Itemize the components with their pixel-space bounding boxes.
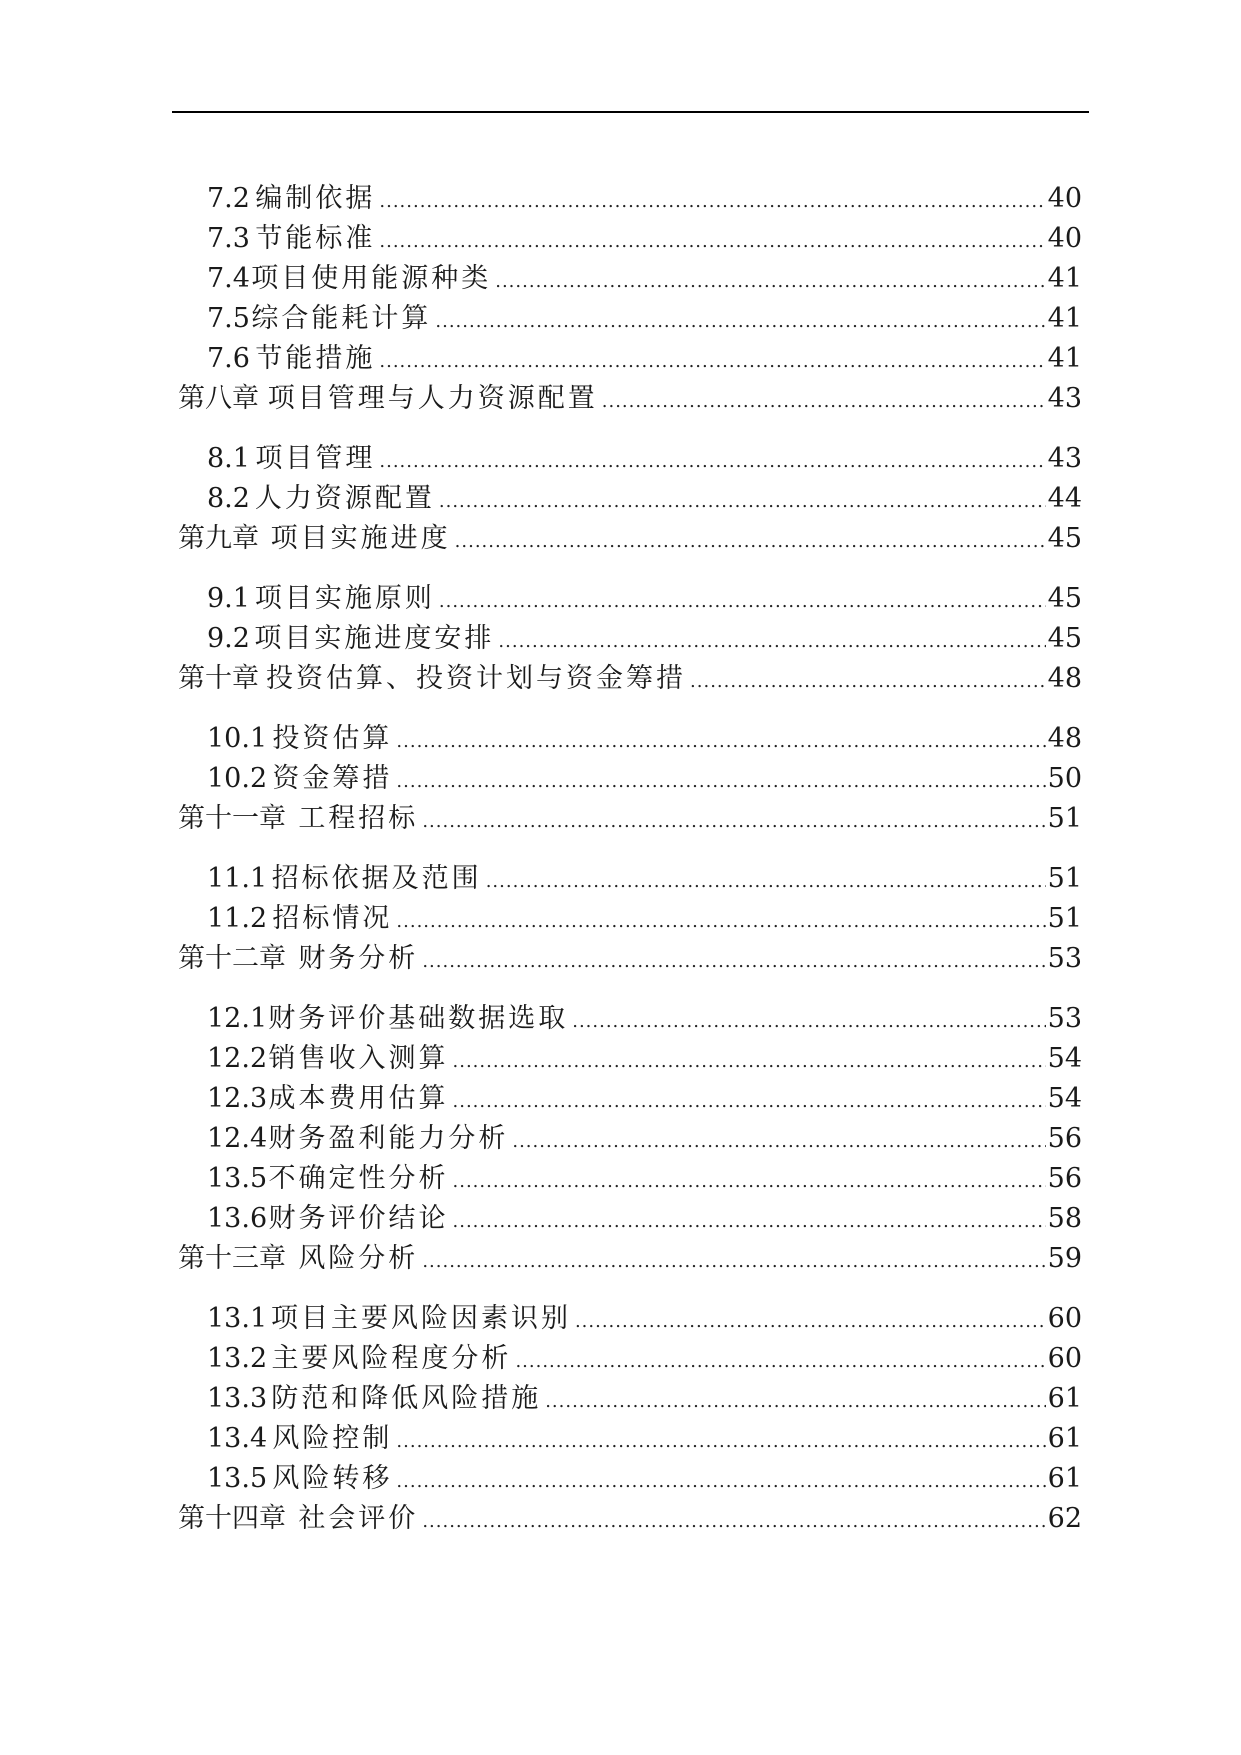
toc-page-number: 58 — [1047, 1203, 1082, 1234]
toc-dot-leader — [396, 1459, 1045, 1502]
toc-page-number: 41 — [1047, 343, 1082, 374]
toc-entry-number: 11.1 — [207, 863, 268, 894]
toc-entry-number: 8.1 — [207, 443, 250, 474]
toc-chapter-entry[interactable] — [178, 659, 1082, 699]
toc-page-number: 48 — [1047, 663, 1082, 694]
toc-page-number: 51 — [1047, 863, 1082, 894]
toc-entry-title: 社会评价 — [298, 1503, 419, 1534]
table-of-contents — [178, 179, 1082, 1539]
toc-section-entry[interactable] — [178, 1039, 1082, 1079]
toc-entry-title: 项目实施进度安排 — [254, 623, 495, 654]
toc-page-number: 54 — [1047, 1083, 1082, 1114]
toc-dot-leader — [602, 379, 1046, 422]
toc-entry-number: 第九章 — [178, 523, 259, 554]
toc-entry-title: 项目使用能源种类 — [251, 263, 492, 294]
toc-chapter-entry[interactable] — [178, 1239, 1082, 1279]
toc-entry-number: 11.2 — [207, 903, 268, 934]
toc-entry-title: 项目管理 — [255, 443, 376, 474]
toc-chapter-entry[interactable] — [178, 519, 1082, 559]
toc-section-entry[interactable] — [178, 1159, 1082, 1199]
toc-page-number: 41 — [1047, 263, 1082, 294]
toc-section-entry[interactable] — [178, 259, 1082, 299]
toc-page-number: 43 — [1047, 383, 1082, 414]
toc-entry-number: 第十一章 — [178, 803, 286, 834]
toc-entry-number: 7.6 — [207, 343, 250, 374]
toc-entry-number: 第八章 — [178, 383, 259, 414]
toc-section-entry[interactable] — [178, 479, 1082, 519]
toc-entry-number: 8.2 — [207, 483, 250, 514]
toc-entry-title: 综合能耗计算 — [251, 303, 432, 334]
toc-page-number: 56 — [1047, 1163, 1082, 1194]
toc-entry-number: 12.4 — [207, 1123, 268, 1154]
toc-section-entry[interactable] — [178, 719, 1082, 759]
toc-section-entry[interactable] — [178, 1379, 1082, 1419]
toc-page-number: 61 — [1047, 1383, 1082, 1414]
toc-entry-title: 项目管理与人力资源配置 — [267, 383, 598, 414]
toc-entry-title: 项目主要风险因素识别 — [270, 1303, 571, 1334]
toc-entry-number: 13.4 — [207, 1423, 268, 1454]
toc-dot-leader — [486, 859, 1046, 902]
toc-dot-leader — [690, 659, 1046, 702]
toc-section-entry[interactable] — [178, 299, 1082, 339]
toc-entry-number: 12.1 — [207, 1003, 268, 1034]
toc-page-number: 51 — [1047, 803, 1082, 834]
toc-entry-title: 项目实施进度 — [270, 523, 451, 554]
toc-page-number: 54 — [1047, 1043, 1082, 1074]
toc-dot-leader — [379, 339, 1045, 382]
toc-entry-title: 风险分析 — [298, 1243, 419, 1274]
toc-dot-leader — [422, 1499, 1045, 1542]
header-rule — [172, 111, 1089, 113]
toc-dot-leader — [453, 1199, 1046, 1242]
toc-page-number: 45 — [1047, 623, 1082, 654]
toc-section-entry[interactable] — [178, 1119, 1082, 1159]
toc-section-entry[interactable] — [178, 579, 1082, 619]
toc-page-number: 61 — [1047, 1463, 1082, 1494]
toc-section-entry[interactable] — [178, 999, 1082, 1039]
toc-entry-number: 9.1 — [207, 583, 250, 614]
toc-dot-leader — [396, 1419, 1045, 1462]
toc-dot-leader — [422, 939, 1045, 982]
toc-dot-leader — [498, 619, 1045, 662]
toc-dot-leader — [572, 999, 1045, 1042]
toc-dot-leader — [453, 1079, 1046, 1122]
toc-entry-number: 13.2 — [207, 1343, 268, 1374]
toc-page-number: 59 — [1047, 1243, 1082, 1274]
toc-entry-title: 项目实施原则 — [254, 583, 435, 614]
toc-entry-title: 不确定性分析 — [268, 1163, 449, 1194]
toc-entry-number: 7.2 — [207, 183, 250, 214]
toc-page-number: 62 — [1047, 1503, 1082, 1534]
toc-dot-leader — [453, 1159, 1046, 1202]
toc-entry-title: 风险转移 — [272, 1463, 393, 1494]
toc-page-number: 56 — [1047, 1123, 1082, 1154]
toc-section-entry[interactable] — [178, 619, 1082, 659]
toc-page-number: 61 — [1047, 1423, 1082, 1454]
toc-entry-title: 销售收入测算 — [268, 1043, 449, 1074]
toc-dot-leader — [422, 799, 1045, 842]
toc-entry-number: 7.5 — [207, 303, 250, 334]
toc-page-number: 40 — [1047, 223, 1082, 254]
toc-entry-title: 主要风险程度分析 — [271, 1343, 512, 1374]
toc-entry-title: 财务评价基础数据选取 — [268, 1003, 569, 1034]
toc-section-entry[interactable] — [178, 859, 1082, 899]
toc-page-number: 48 — [1047, 723, 1082, 754]
toc-section-entry[interactable] — [178, 1299, 1082, 1339]
toc-section-entry[interactable] — [178, 439, 1082, 479]
toc-section-entry[interactable] — [178, 179, 1082, 219]
toc-dot-leader — [396, 759, 1045, 802]
toc-section-entry[interactable] — [178, 339, 1082, 379]
toc-entry-number: 第十四章 — [178, 1503, 286, 1534]
toc-entry-title: 财务评价结论 — [268, 1203, 449, 1234]
toc-entry-title: 投资估算 — [272, 723, 393, 754]
toc-entry-number: 10.1 — [207, 723, 268, 754]
toc-entry-number: 13.5 — [207, 1163, 268, 1194]
toc-dot-leader — [379, 219, 1045, 262]
toc-dot-leader — [455, 519, 1046, 562]
toc-entry-title: 人力资源配置 — [254, 483, 435, 514]
toc-dot-leader — [379, 179, 1045, 222]
toc-dot-leader — [435, 299, 1045, 342]
toc-page-number: 53 — [1047, 943, 1082, 974]
toc-dot-leader — [495, 259, 1045, 302]
toc-chapter-entry[interactable] — [178, 1499, 1082, 1539]
toc-entry-number: 第十二章 — [178, 943, 286, 974]
toc-section-entry[interactable] — [178, 1339, 1082, 1379]
toc-page-number: 60 — [1047, 1343, 1082, 1374]
toc-chapter-entry[interactable] — [178, 799, 1082, 839]
toc-page-number: 41 — [1047, 303, 1082, 334]
toc-page-number: 53 — [1047, 1003, 1082, 1034]
toc-entry-title: 招标情况 — [272, 903, 393, 934]
toc-dot-leader — [545, 1379, 1045, 1422]
toc-entry-number: 第十章 — [178, 663, 259, 694]
toc-page-number: 45 — [1047, 523, 1082, 554]
toc-entry-number: 7.4 — [207, 263, 250, 294]
toc-entry-title: 成本费用估算 — [268, 1083, 449, 1114]
toc-dot-leader — [515, 1339, 1045, 1382]
toc-dot-leader — [575, 1299, 1046, 1342]
toc-entry-number: 13.3 — [207, 1383, 268, 1414]
toc-dot-leader — [396, 719, 1045, 762]
toc-page-number: 44 — [1047, 483, 1082, 514]
toc-dot-leader — [379, 439, 1045, 482]
toc-dot-leader — [512, 1119, 1045, 1162]
toc-dot-leader — [439, 579, 1046, 622]
toc-entry-title: 招标依据及范围 — [271, 863, 482, 894]
toc-page-number: 51 — [1047, 903, 1082, 934]
toc-dot-leader — [453, 1039, 1046, 1082]
toc-chapter-entry[interactable] — [178, 939, 1082, 979]
toc-section-entry[interactable] — [178, 1199, 1082, 1239]
toc-section-entry[interactable] — [178, 899, 1082, 939]
toc-entry-title: 编制依据 — [255, 183, 376, 214]
toc-section-entry[interactable] — [178, 1459, 1082, 1499]
toc-entry-title: 投资估算、投资计划与资金筹措 — [266, 663, 687, 694]
toc-entry-title: 资金筹措 — [272, 763, 393, 794]
toc-page-number: 60 — [1047, 1303, 1082, 1334]
toc-entry-title: 节能标准 — [255, 223, 376, 254]
toc-entry-title: 财务分析 — [298, 943, 419, 974]
toc-page-number: 45 — [1047, 583, 1082, 614]
toc-entry-number: 9.2 — [207, 623, 250, 654]
toc-section-entry[interactable] — [178, 1419, 1082, 1459]
toc-section-entry[interactable] — [178, 1079, 1082, 1119]
toc-entry-title: 风险控制 — [272, 1423, 393, 1454]
toc-section-entry[interactable] — [178, 219, 1082, 259]
toc-entry-number: 10.2 — [207, 763, 268, 794]
toc-entry-number: 12.3 — [207, 1083, 268, 1114]
toc-dot-leader — [439, 479, 1046, 522]
toc-entry-number: 13.5 — [207, 1463, 268, 1494]
toc-entry-title: 工程招标 — [298, 803, 419, 834]
toc-entry-number: 第十三章 — [178, 1243, 286, 1274]
toc-entry-title: 财务盈利能力分析 — [268, 1123, 509, 1154]
toc-entry-number: 7.3 — [207, 223, 250, 254]
toc-entry-title: 防范和降低风险措施 — [271, 1383, 542, 1414]
toc-dot-leader — [422, 1239, 1045, 1282]
toc-entry-number: 12.2 — [207, 1043, 268, 1074]
toc-section-entry[interactable] — [178, 759, 1082, 799]
toc-chapter-entry[interactable] — [178, 379, 1082, 419]
toc-entry-number: 13.6 — [207, 1203, 268, 1234]
toc-dot-leader — [396, 899, 1045, 942]
toc-page-number: 40 — [1047, 183, 1082, 214]
toc-entry-title: 节能措施 — [255, 343, 376, 374]
toc-entry-number: 13.1 — [207, 1303, 268, 1334]
toc-page-number: 43 — [1047, 443, 1082, 474]
toc-page-number: 50 — [1047, 763, 1082, 794]
